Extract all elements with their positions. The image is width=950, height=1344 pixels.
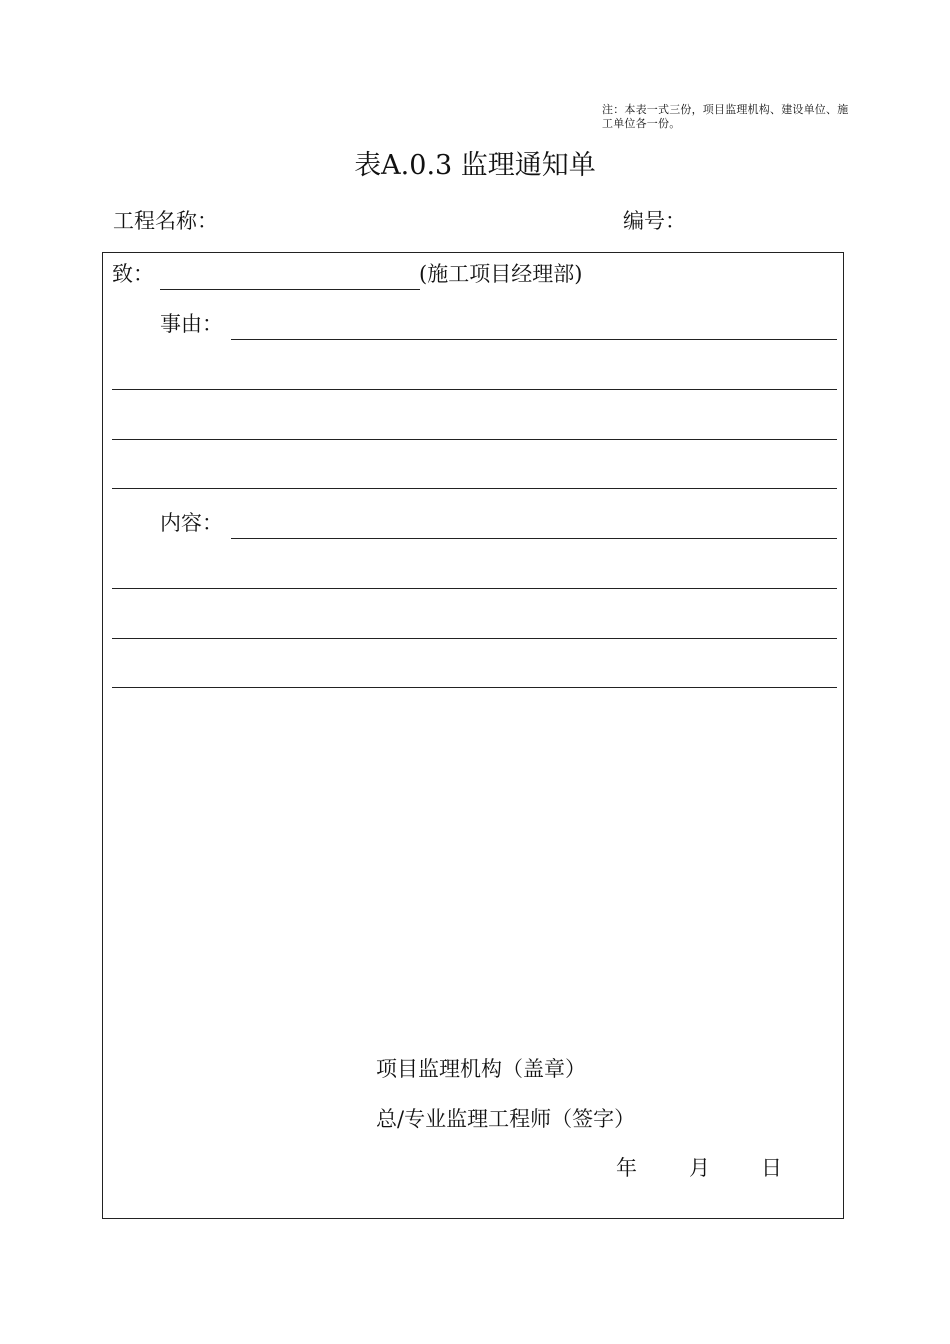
- to-recipient-line[interactable]: [160, 289, 420, 290]
- date-month-label: 月: [689, 1156, 710, 1180]
- number-label: 编号：: [623, 209, 686, 233]
- content-line-2[interactable]: [112, 588, 837, 589]
- content-label: 内容：: [160, 511, 223, 535]
- reason-line-4[interactable]: [112, 488, 837, 489]
- content-line-3[interactable]: [112, 638, 837, 639]
- content-line-4[interactable]: [112, 687, 837, 688]
- date-day-label: 日: [761, 1156, 782, 1180]
- to-suffix: (施工项目经理部): [419, 262, 583, 286]
- org-seal-label: 项目监理机构（盖章）: [376, 1057, 586, 1081]
- project-name-label: 工程名称：: [113, 209, 218, 233]
- reason-line-3[interactable]: [112, 439, 837, 440]
- form-box: [102, 252, 844, 1219]
- to-label: 致：: [112, 262, 154, 286]
- page-title: 表A.0.3 监理通知单: [354, 150, 596, 181]
- content-line-1[interactable]: [231, 538, 837, 539]
- engineer-sign-label: 总/专业监理工程师（签字）: [376, 1107, 636, 1131]
- form-note: 注：本表一式三份，项目监理机构、建设单位、施工单位各一份。: [602, 103, 849, 130]
- reason-line-2[interactable]: [112, 389, 837, 390]
- reason-line-1[interactable]: [231, 339, 837, 340]
- reason-label: 事由：: [160, 312, 223, 336]
- date-year-label: 年: [616, 1156, 637, 1180]
